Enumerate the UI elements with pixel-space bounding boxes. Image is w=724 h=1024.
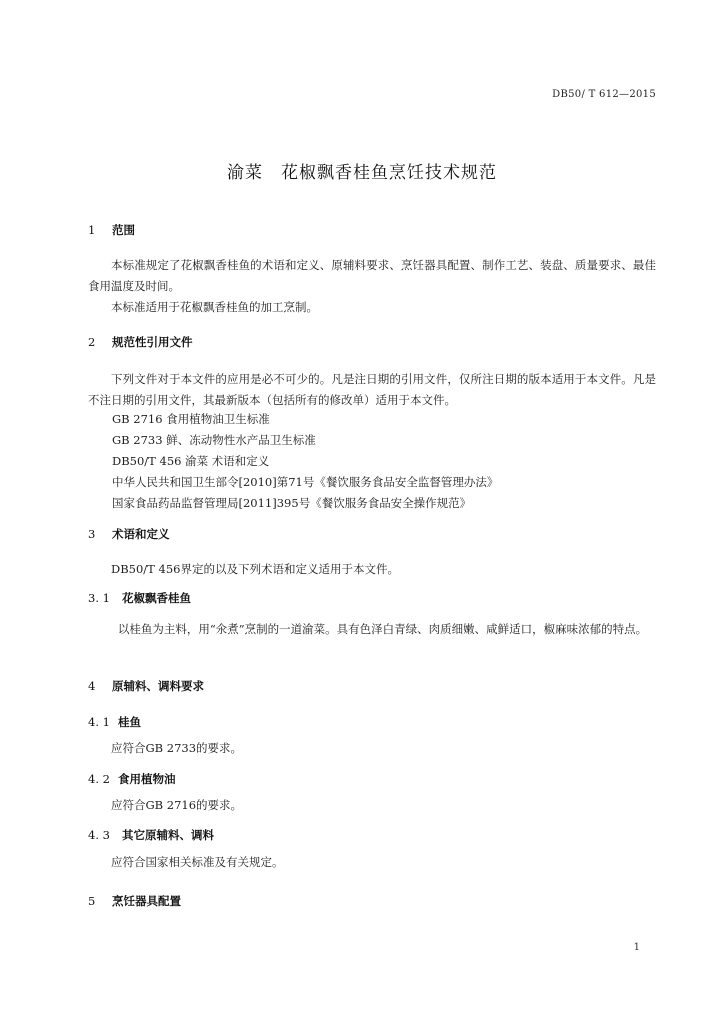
section-title: 烹饪器具配置 xyxy=(112,894,182,908)
section-4-3-paragraph: 应符合国家相关标准及有关规定。 xyxy=(111,855,284,869)
section-2-paragraph-1: 下列文件对于本文件的应用是必不可少的。凡是注日期的引用文件，仅所注日期的版本适用于本文件。凡是不注日期的引用文件，其最新版本（包括所有的修改单）适用于本文件。 xyxy=(88,372,656,407)
section-number: 2 xyxy=(88,335,96,349)
section-3-1-heading xyxy=(88,590,191,606)
standard-code: DB50/ T 612—2015 xyxy=(552,89,656,100)
reference-item: 国家食品药品监督管理局[2011]395号《餐饮服务食品安全操作规范》 xyxy=(112,496,472,510)
section-title: 范围 xyxy=(112,223,136,237)
section-title: 术语和定义 xyxy=(112,527,170,541)
section-title: 桂鱼 xyxy=(118,715,142,729)
section-4-3-heading xyxy=(88,827,214,843)
section-number: 4. 1 xyxy=(88,715,110,729)
reference-item: GB 2716 食用植物油卫生标准 xyxy=(112,412,270,426)
section-3-1-paragraph: 以桂鱼为主料，用“氽煮”烹制的一道渝菜。具有色泽白青绿、肉质细嫩、咸鲜适口，椒麻味浓郁的特点。 xyxy=(117,622,648,636)
section-number: 3 xyxy=(88,527,96,541)
document-title: 渝菜 花椒飘香桂鱼烹饪技术规范 xyxy=(227,163,497,183)
section-5-heading xyxy=(88,893,181,909)
section-title: 其它原辅料、调料 xyxy=(122,828,215,842)
section-number: 1 xyxy=(88,223,96,237)
section-1-heading xyxy=(88,222,135,238)
reference-item: 中华人民共和国卫生部令[2010]第71号《餐饮服务食品安全监督管理办法》 xyxy=(112,475,499,489)
reference-item: GB 2733 鲜、冻动物性水产品卫生标准 xyxy=(112,433,316,447)
section-3-heading xyxy=(88,526,170,542)
section-title: 规范性引用文件 xyxy=(112,335,193,349)
section-number: 4 xyxy=(88,679,96,693)
section-number: 4. 2 xyxy=(88,772,110,786)
section-title: 原辅料、调料要求 xyxy=(112,679,205,693)
section-number: 5 xyxy=(88,894,96,908)
section-number: 3. 1 xyxy=(88,591,110,605)
section-1-paragraph-1: 本标准规定了花椒飘香桂鱼的术语和定义、原辅料要求、烹饪器具配置、制作工艺、装盘、质量要求、最佳食用温度及时间。 xyxy=(88,258,656,293)
section-1-paragraph-2: 本标准适用于花椒飘香桂鱼的加工烹制。 xyxy=(111,300,318,314)
section-4-1-heading xyxy=(88,714,141,730)
section-2-heading xyxy=(88,334,193,350)
section-title: 食用植物油 xyxy=(118,772,176,786)
page-number: 1 xyxy=(633,942,640,953)
section-4-2-paragraph: 应符合GB 2716的要求。 xyxy=(111,798,243,812)
reference-item: DB50/T 456 渝菜 术语和定义 xyxy=(112,454,270,468)
section-4-1-paragraph: 应符合GB 2733的要求。 xyxy=(111,741,243,755)
section-title: 花椒飘香桂鱼 xyxy=(122,591,192,605)
section-number: 4. 3 xyxy=(88,828,110,842)
section-4-2-heading xyxy=(88,771,176,787)
section-3-paragraph-1: DB50/T 456界定的以及下列术语和定义适用于本文件。 xyxy=(111,562,399,576)
section-4-heading xyxy=(88,678,204,694)
